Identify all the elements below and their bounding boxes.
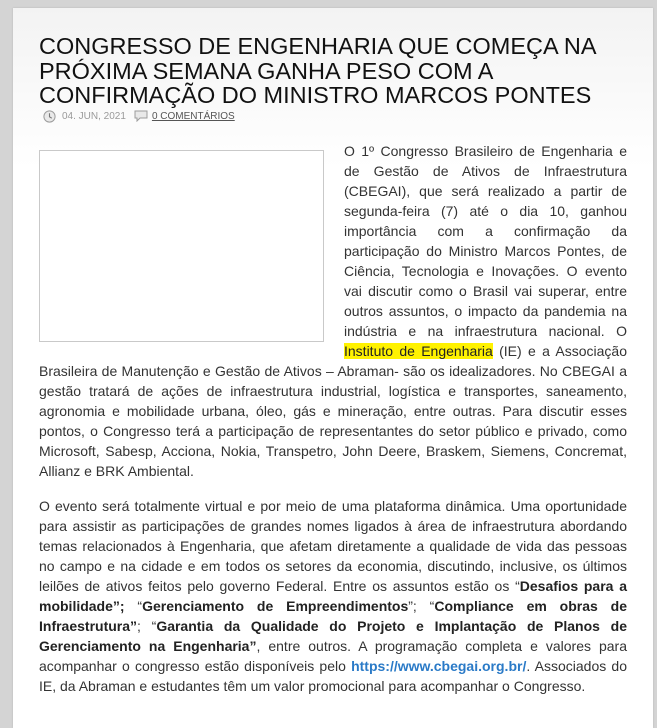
topic-compliance: Compliance em obras de Infraestrutura” bbox=[39, 598, 628, 634]
p2-text-t4: , entre outros. A programação completa e valores para acompanhar o congresso estão disponíveis pelo bbox=[39, 638, 627, 674]
topic-mobilidade: Desafios para a mobilidade”; bbox=[39, 578, 627, 614]
comment-bubble-icon bbox=[134, 110, 148, 122]
post-date: 04. JUN, 2021 bbox=[62, 110, 126, 122]
highlighted-link-instituto[interactable]: Instituto de Engenharia bbox=[344, 343, 493, 359]
article-card bbox=[13, 8, 653, 728]
p2-text-t5: . Associados do IE, da Abraman e estudantes têm um valor promocional para acompanhar o Congresso. bbox=[39, 658, 627, 694]
p2-text-a: O evento será totalmente virtual e por meio de uma plataforma dinâmica. Uma oportunidade para assistir as participações de grandes nomes ligados à área de infraestrutura abordando temas relacionados à Engenharia, que afetam diretamente a qualidade de vida das pessoas no campo e na cidade e em todos os setores da economia, discutindo, inclusive, os últimos leilões de ativos feitos pelo governo Federal. Entre os assuntos estão os “ bbox=[39, 498, 627, 594]
p2-text-t3: ; “ bbox=[137, 618, 157, 634]
article-image-placeholder bbox=[39, 150, 324, 342]
post-meta bbox=[43, 109, 235, 123]
topic-gerenciamento: Gerenciamento de Empreendimentos bbox=[142, 598, 409, 614]
p2-text-t1: “ bbox=[124, 598, 143, 614]
p2-text-t2: ”; “ bbox=[408, 598, 435, 614]
topic-garantia: Garantia da Qualidade do Projeto e Implantação de Planos de Gerenciamento na Engenharia” bbox=[39, 618, 627, 654]
article-body bbox=[39, 141, 627, 711]
cbegai-link[interactable]: https://www.cbegai.org.br/ bbox=[351, 658, 527, 674]
comments-link[interactable]: 0 COMENTÁRIOS bbox=[151, 110, 235, 122]
paragraph-2 bbox=[39, 496, 627, 696]
p1-text-b: (IE) e a Associação Brasileira de Manutenção e Gestão de Ativos – Abraman- são os idealizadores. No CBEGAI a gestão tratará de ações de infraestrutura industrial, logística e transportes, saneamento, agronomia e mobilidade urbana, óleo, gás e mineração, entre outras. Para discutir esses pontos, o Congresso terá a participação de representantes do setor público e privado, como Microsoft, Sabesp, Acciona, Nokia, Transpetro, John Deere, Braskem, Siemens, Concremat, Allianz e BRK Ambiental. bbox=[39, 343, 627, 479]
article-title[interactable]: CONGRESSO DE ENGENHARIA QUE COMEÇA NA PRÓXIMA SEMANA GANHA PESO COM A CONFIRMAÇÃO DO MINISTRO MARCOS PONTES bbox=[39, 33, 596, 108]
clock-icon bbox=[43, 110, 56, 123]
p1-text-a: O 1º Congresso Brasileiro de Engenharia e de Gestão de Ativos de Infraestrutura (CBEGAI), que será realizado a partir de segunda-feira (7) até o dia 10, ganhou importância com a confirmação da participação do Ministro Marcos Pontes, de Ciência, Tecnologia e Inovações. O evento vai discutir como o Brasil vai superar, entre outros assuntos, o impacto da pandemia na indústria e na infraestrutura nacional. O bbox=[344, 143, 627, 339]
